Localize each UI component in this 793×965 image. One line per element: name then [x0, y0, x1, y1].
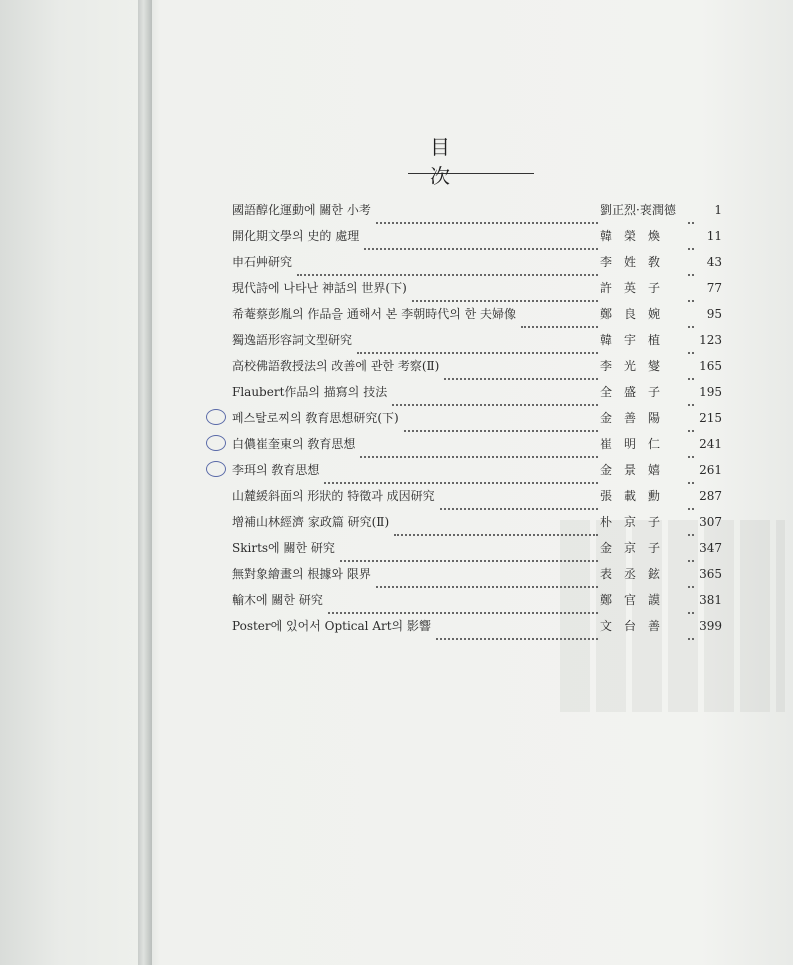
toc-row	[232, 383, 722, 409]
toc-entry-author: 鄭 官 謨	[600, 593, 661, 607]
toc-row	[232, 487, 722, 513]
toc-entry-page: 215	[699, 411, 722, 425]
toc-entry-page: 195	[699, 385, 722, 399]
handwritten-circle-mark	[206, 409, 226, 425]
toc-entry-page: 261	[699, 463, 722, 477]
toc-entry-page: 43	[706, 255, 722, 269]
page-title	[408, 134, 534, 188]
dot-leader	[688, 300, 694, 302]
toc-row	[232, 461, 722, 487]
handwritten-circle-mark	[206, 435, 226, 451]
toc-entry-author: 李 光 燮	[600, 359, 661, 373]
toc-entry-title: 無對象繪畫의 根據와 限界	[232, 567, 371, 581]
toc-row	[232, 227, 722, 253]
toc-entry-title: Flaubert作品의 描寫의 技法	[232, 385, 388, 399]
dot-leader	[412, 299, 598, 302]
dot-leader	[688, 430, 694, 432]
toc-entry-title: 페스탈로찌의 敎育思想研究(下)	[232, 411, 399, 425]
handwritten-circle-mark	[206, 461, 226, 477]
toc-entry-page: 241	[699, 437, 722, 451]
toc-entry-title: Skirts에 關한 研究	[232, 541, 335, 555]
dot-leader	[688, 482, 694, 484]
toc-entry-page: 287	[699, 489, 722, 503]
toc-entry-author: 韓 榮 煥	[600, 229, 661, 243]
toc-row	[232, 513, 722, 539]
toc-entry-title: 國語醇化運動에 關한 小考	[232, 203, 371, 217]
dot-leader	[360, 455, 598, 458]
toc-row	[232, 409, 722, 435]
toc-entry-title: 山麓緩斜面의 形狀的 特徵과 成因研究	[232, 489, 435, 503]
page-title-text: 目 次	[430, 134, 496, 188]
toc-row	[232, 617, 722, 643]
dot-leader	[688, 534, 694, 536]
toc-entry-page: 123	[699, 333, 722, 347]
toc-entry-title: 希菴蔡彭胤의 作品을 通해서 본 李朝時代의 한 夫婦像	[232, 307, 517, 321]
dot-leader	[324, 481, 598, 484]
toc-entry-page: 165	[699, 359, 722, 373]
dot-leader	[436, 637, 598, 640]
toc-entry-title: 李珥의 敎育思想	[232, 463, 320, 477]
dot-leader	[688, 638, 694, 640]
toc-entry-author: 文 台 善	[600, 619, 661, 633]
toc-entry-page: 399	[699, 619, 722, 633]
dot-leader	[394, 533, 598, 536]
toc-entry-author: 劉正烈·裵潤德	[600, 203, 676, 217]
toc-entry-author: 李 姓 敎	[600, 255, 661, 269]
dot-leader	[688, 274, 694, 276]
dot-leader	[404, 429, 598, 432]
dot-leader	[364, 247, 598, 250]
dot-leader	[376, 221, 598, 224]
toc-entry-title: Poster에 있어서 Optical Art의 影響	[232, 619, 431, 633]
toc-entry-author: 韓 宇 植	[600, 333, 661, 347]
toc-entry-page: 1	[714, 203, 722, 217]
toc-entry-author: 許 英 子	[600, 281, 661, 295]
toc-entry-author: 金 京 子	[600, 541, 661, 555]
dot-leader	[444, 377, 598, 380]
toc-entry-author: 表 丞 鉉	[600, 567, 661, 581]
dot-leader	[521, 325, 598, 328]
dot-leader	[392, 403, 598, 406]
dot-leader	[328, 611, 598, 614]
toc-row	[232, 357, 722, 383]
toc-entry-page: 11	[706, 229, 722, 243]
toc-entry-title: 申石艸研究	[232, 255, 293, 269]
toc-entry-title: 現代詩에 나타난 神話의 世界(下)	[232, 281, 407, 295]
dot-leader	[688, 560, 694, 562]
toc-entry-page: 95	[706, 307, 722, 321]
toc-entry-title: 獨逸語形容詞文型研究	[232, 333, 353, 347]
dot-leader	[688, 222, 694, 224]
toc-row	[232, 565, 722, 591]
toc-entry-author: 鄭 良 婉	[600, 307, 661, 321]
dot-leader	[688, 456, 694, 458]
toc-entry-author: 朴 京 子	[600, 515, 661, 529]
dot-leader	[357, 351, 598, 354]
toc-row	[232, 591, 722, 617]
toc-row	[232, 331, 722, 357]
toc-entry-title: 增補山林經濟 家政篇 研究(Ⅱ)	[232, 515, 390, 529]
dot-leader	[688, 586, 694, 588]
toc-entry-page: 365	[699, 567, 722, 581]
dot-leader	[688, 508, 694, 510]
toc-entry-title: 開化期文學의 史的 處理	[232, 229, 360, 243]
toc-entry-title: 高校佛語敎授法의 改善에 관한 考察(Ⅱ)	[232, 359, 440, 373]
toc-row	[232, 253, 722, 279]
toc-row	[232, 201, 722, 227]
toc-row	[232, 435, 722, 461]
table-of-contents	[232, 201, 722, 643]
toc-row	[232, 539, 722, 565]
dot-leader	[440, 507, 598, 510]
toc-entry-page: 307	[699, 515, 722, 529]
dot-leader	[688, 612, 694, 614]
toc-row	[232, 305, 722, 331]
toc-entry-page: 381	[699, 593, 722, 607]
toc-entry-author: 金 景 嬉	[600, 463, 661, 477]
dot-leader	[688, 378, 694, 380]
toc-entry-title: 白儂崔奎東의 敎育思想	[232, 437, 356, 451]
toc-entry-author: 金 善 陽	[600, 411, 661, 425]
toc-entry-page: 77	[706, 281, 722, 295]
book-spine	[138, 0, 152, 965]
toc-entry-page: 347	[699, 541, 722, 555]
toc-entry-title: 輸木에 關한 研究	[232, 593, 323, 607]
toc-row	[232, 279, 722, 305]
dot-leader	[688, 326, 694, 328]
toc-entry-author: 張 載 勳	[600, 489, 661, 503]
dot-leader	[688, 404, 694, 406]
dot-leader	[340, 559, 598, 562]
toc-entry-author: 崔 明 仁	[600, 437, 661, 451]
dot-leader	[376, 585, 598, 588]
dot-leader	[688, 248, 694, 250]
toc-entry-author: 全 盛 子	[600, 385, 661, 399]
dot-leader	[297, 273, 598, 276]
dot-leader	[688, 352, 694, 354]
